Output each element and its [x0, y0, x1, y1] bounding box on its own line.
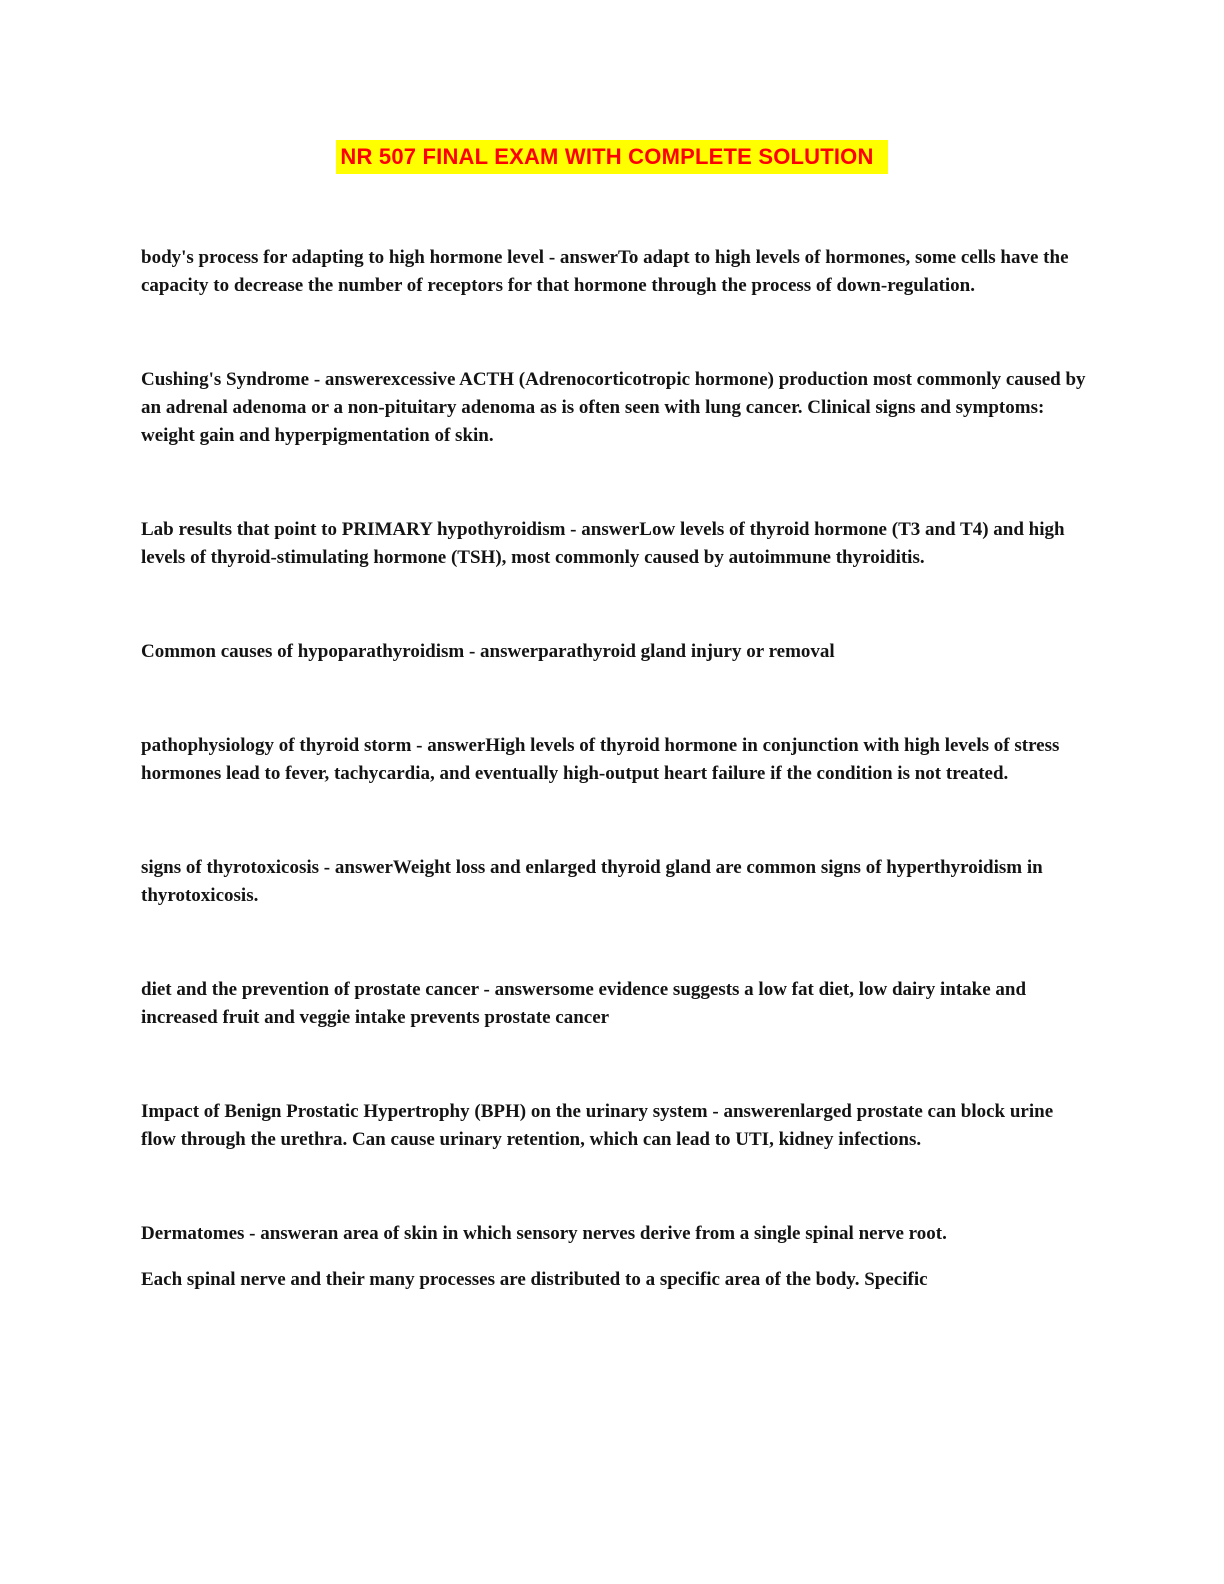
qa-entry-thyrotoxicosis: signs of thyrotoxicosis - answerWeight loss and enlarged thyroid gland are common signs of hyperthyroidism in thyrotoxicosis.: [141, 857, 1043, 906]
qa-entry-hormone-adaptation: body's process for adapting to high hormone level - answerTo adapt to high levels of hormones, some cells have the capacity to decrease the number of receptors for that hormone through the process of down-regulation.: [141, 247, 1069, 296]
qa-entry-bph: Impact of Benign Prostatic Hypertrophy (BPH) on the urinary system - answerenlarged prostate can block urine flow through the urethra. Can cause urinary retention, which can lead to UTI, kidney infections.: [141, 1101, 1054, 1150]
document-title: NR 507 FINAL EXAM WITH COMPLETE SOLUTION: [336, 140, 887, 174]
qa-entry-prostate-diet: diet and the prevention of prostate cancer - answersome evidence suggests a low fat diet, low dairy intake and increased fruit and veggie intake prevents prostate cancer: [141, 979, 1027, 1028]
qa-entry-thyroid-storm: pathophysiology of thyroid storm - answerHigh levels of thyroid hormone in conjunction with high levels of stress hormones lead to fever, tachycardia, and eventually high-output heart failure if the condition is not treated.: [141, 735, 1060, 784]
qa-entry-primary-hypothyroidism: Lab results that point to PRIMARY hypothyroidism - answerLow levels of thyroid hormone (T3 and T4) and high levels of thyroid-stimulating hormone (TSH), most commonly caused by autoimmune thyroiditis.: [141, 519, 1065, 568]
title-bar: [0, 140, 1224, 174]
qa-entry-dermatomes: Dermatomes - answeran area of skin in which sensory nerves derive from a single spinal nerve root.: [141, 1223, 947, 1244]
document-body: [141, 244, 1086, 1294]
qa-entry-spinal-nerves: Each spinal nerve and their many processes are distributed to a specific area of the body. Specific: [141, 1269, 928, 1290]
qa-entry-hypoparathyroidism: Common causes of hypoparathyroidism - answerparathyroid gland injury or removal: [141, 641, 835, 662]
qa-entry-cushings-syndrome: Cushing's Syndrome - answerexcessive ACTH (Adrenocorticotropic hormone) production most commonly caused by an adrenal adenoma or a non-pituitary adenoma as is often seen with lung cancer. Clinical signs and symptoms: weight gain and hyperpigmentation of skin.: [141, 369, 1086, 446]
